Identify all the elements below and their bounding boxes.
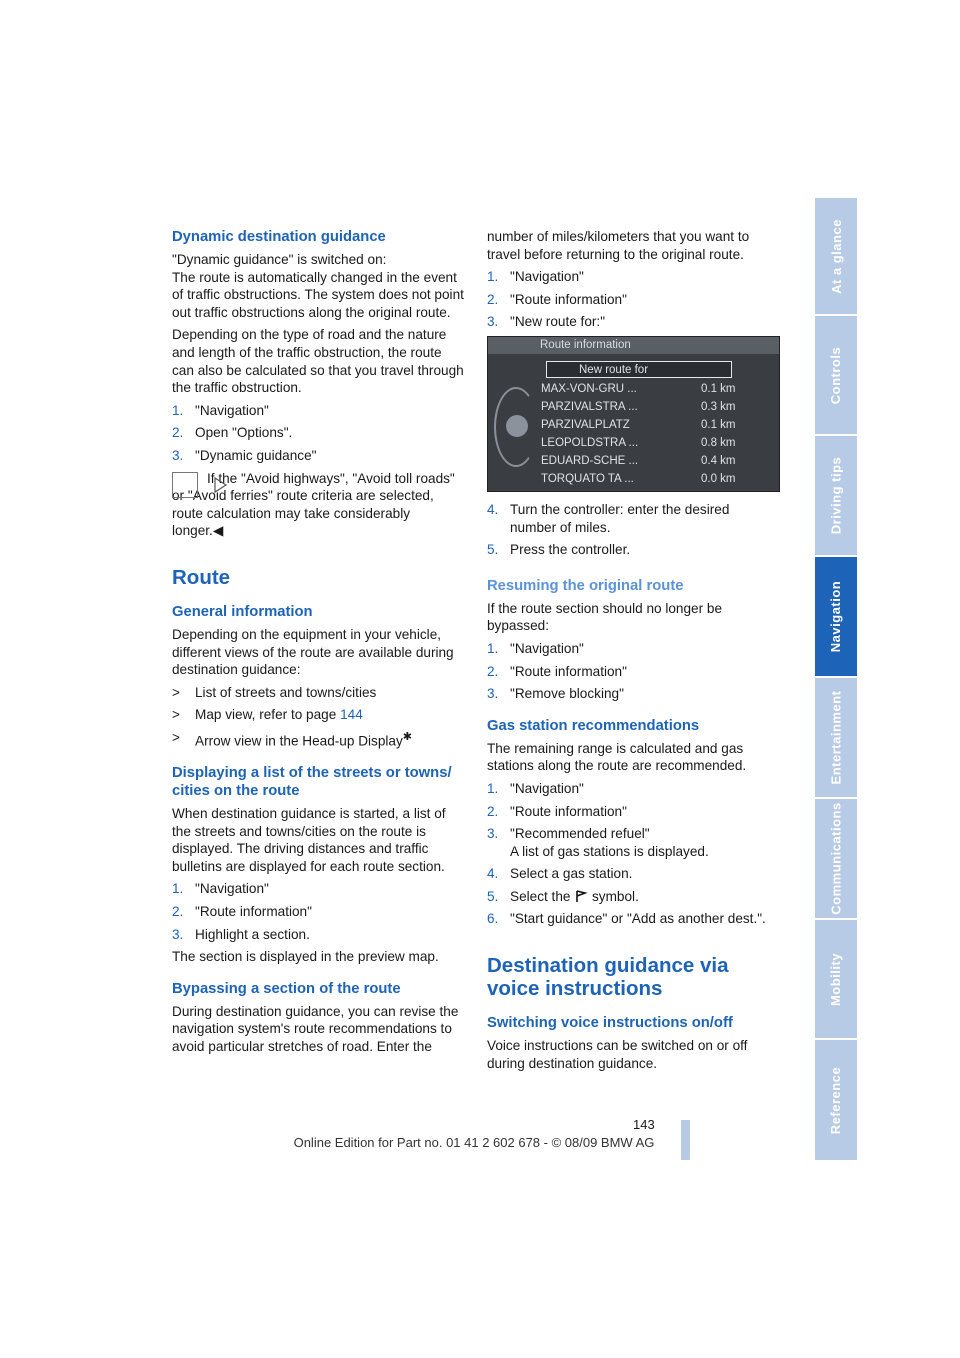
step-item: 1. "Navigation" — [487, 640, 584, 656]
left-column — [172, 228, 464, 1061]
paragraph: The remaining range is calculated and gas stations along the route are recommended. — [487, 740, 747, 774]
step-item: 3. "Recommended refuel" A list of gas stations is displayed. — [487, 826, 709, 859]
controller-knob-icon — [506, 415, 528, 437]
tab-communications[interactable]: Communications — [815, 799, 857, 920]
tab-controls[interactable]: Controls — [815, 316, 857, 436]
step-item: 2. Open "Options". — [172, 425, 293, 441]
step-item: 1. "Navigation" — [172, 881, 269, 897]
step-item: 3. "Remove blocking" — [487, 686, 624, 702]
heading-gas-station: Gas station recommendations — [487, 717, 700, 734]
heading-voice-instructions: Destination guidance via voice instructions — [487, 954, 729, 1001]
bullet-item: > List of streets and towns/cities — [172, 684, 377, 700]
end-mark: ◀ — [212, 523, 224, 539]
screen-selected-item: New route for — [546, 361, 732, 378]
screen-row: TORQUATO TA ... 0.0 km — [541, 472, 736, 485]
asterisk-icon: ✱ — [402, 730, 412, 743]
step-item: 3. Highlight a section. — [172, 926, 310, 942]
screen-row: MAX-VON-GRU ... 0.1 km — [541, 382, 736, 395]
paragraph: During destination guidance, you can revise the navigation system's route recommendations to avoid particular stretches of road. Enter the — [172, 1003, 459, 1054]
paragraph: If the route section should no longer be bypassed: — [487, 600, 723, 634]
screen-header: Route information — [488, 337, 779, 354]
paragraph: Depending on the equipment in your vehicle, different views of the route are available during destination guidance: — [172, 626, 454, 678]
step-item: 2. "Route information" — [487, 291, 627, 307]
tab-navigation[interactable]: Navigation — [815, 557, 857, 678]
heading-displaying-list: Displaying a list of the streets or towns/ cities on the route — [172, 765, 452, 799]
destination-flag-icon — [574, 889, 588, 904]
step-item: 4. Turn the controller: enter the desired number of miles. — [487, 501, 730, 535]
screen-row: EDUARD-SCHE ... 0.4 km — [541, 454, 736, 467]
heading-route: Route — [172, 565, 231, 589]
paragraph: number of miles/kilometers that you want to travel before returning to the original route. — [487, 229, 750, 262]
right-column — [487, 228, 779, 1077]
paragraph: Voice instructions can be switched on or off during destination guidance. — [487, 1038, 748, 1071]
paragraph: Depending on the type of road and the nature and length of the traffic obstruction, the route can also be calculated so that you travel through the traffic obstruction. — [172, 327, 464, 396]
tab-entertainment[interactable]: Entertainment — [815, 678, 857, 799]
bullet-item: > Arrow view in the Head-up Display✱ — [172, 729, 412, 749]
step-item: 2. "Route information" — [172, 903, 312, 919]
step-item: 4. Select a gas station. — [487, 866, 633, 882]
screen-row: LEOPOLDSTRA ... 0.8 km — [541, 436, 736, 449]
footer-text: Online Edition for Part no. 01 41 2 602 678 - © 08/09 BMW AG — [293, 1135, 655, 1150]
page-number: 143 — [633, 1117, 655, 1132]
step-item: 2. "Route information" — [487, 803, 627, 819]
step-item: 3. "Dynamic guidance" — [172, 447, 317, 463]
note-arrow-icon — [172, 472, 198, 498]
heading-resuming: Resuming the original route — [487, 577, 684, 594]
paragraph: "Dynamic guidance" is switched on: The route is automatically changed in the event of traffic obstructions. The system does not point out traffic obstructions along the original route. — [172, 252, 464, 320]
tab-at-a-glance[interactable]: At a glance — [815, 198, 857, 316]
screen-row: PARZIVALSTRA ... 0.3 km — [541, 400, 736, 413]
tab-mobility[interactable]: Mobility — [815, 920, 857, 1040]
tab-reference[interactable]: Reference — [815, 1040, 857, 1160]
heading-switching-voice: Switching voice instructions on/off — [487, 1015, 733, 1032]
step-item: 5. Press the controller. — [487, 542, 631, 558]
heading-dynamic-guidance: Dynamic destination guidance — [172, 229, 386, 245]
screen-row: PARZIVALPLATZ 0.1 km — [541, 418, 736, 431]
step-item: 3. "New route for:" — [487, 314, 606, 330]
step-item: 1. "Navigation" — [172, 402, 269, 418]
step-item: 2. "Route information" — [487, 663, 627, 679]
note-block: If the "Avoid highways", "Avoid toll roads" or "Avoid ferries" route criteria are selected, route calculation may take considerably longer.◀ — [172, 470, 455, 539]
paragraph: The section is displayed in the preview map. — [172, 949, 439, 965]
step-item: 1. "Navigation" — [487, 780, 584, 796]
paragraph: When destination guidance is started, a list of the streets and towns/cities on the route is displayed. The driving distances and traffic bulletins are displayed for each route section. — [172, 806, 446, 874]
bullet-item: > Map view, refer to page 144 — [172, 707, 363, 723]
tab-driving-tips[interactable]: Driving tips — [815, 436, 857, 557]
route-information-screen — [487, 336, 780, 492]
step-item: 6. "Start guidance" or "Add as another dest.". — [487, 911, 766, 927]
heading-bypassing: Bypassing a section of the route — [172, 980, 401, 997]
page-link[interactable]: 144 — [340, 707, 363, 723]
heading-general-information: General information — [172, 603, 313, 620]
step-item: 5. Select the symbol. — [487, 888, 639, 904]
step-item: 1. "Navigation" — [487, 269, 584, 285]
